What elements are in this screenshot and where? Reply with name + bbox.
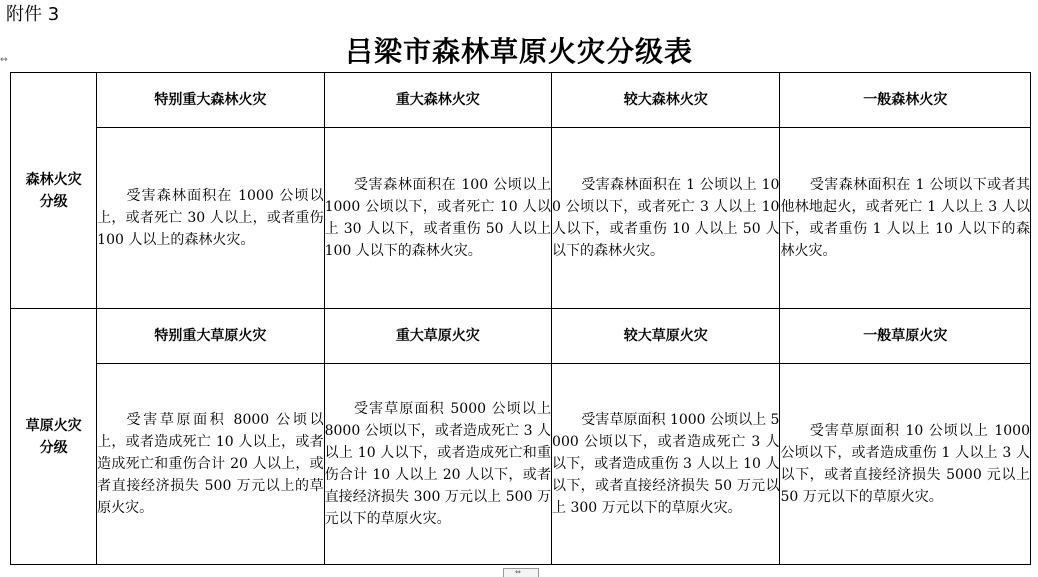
forest-desc-extra-major: 受害森林面积在 1000 公顷以上，或者死亡 30 人以上，或者重伤 100 人以上的森林火灾。 — [97, 128, 324, 309]
forest-desc-larger: 受害森林面积在 1 公顷以上 100 公顷以下，或者死亡 3 人以上 10 人以下，或者重伤 10 人以上 50 人以下的森林火灾。 — [552, 128, 780, 309]
grassland-desc-major: 受害草原面积 5000 公顷以上 8000 公顷以下，或者造成死亡 3 人以上 10 人以下，或者造成死亡和重伤合计 10 人以上 20 人以下，或者直接经济损失 300 万元以上 500 万元以下的草原火灾。 — [324, 364, 551, 565]
forest-header-major: 重大森林火灾 — [324, 73, 551, 128]
attachment-label: 附件 3 — [6, 4, 60, 25]
grassland-header-major: 重大草原火灾 — [324, 309, 551, 364]
forest-side-label-line2: 分级 — [39, 193, 68, 210]
grassland-side-label-line1: 草原火灾 — [25, 417, 82, 434]
grassland-desc-extra-major: 受害草原面积 8000 公顷以上，或者造成死亡 10 人以上，或者造成死亡和重伤合计 20 人以上，或者直接经济损失 500 万元以上的草原火灾。 — [97, 364, 324, 565]
grassland-desc-general: 受害草原面积 10 公顷以上 1000 公顷以下，或者造成重伤 1 人以上 3 人以下，或者直接经济损失 5000 元以上 50 万元以下的草原火灾。 — [780, 364, 1031, 565]
grassland-side-label — [11, 309, 97, 565]
forest-header-row — [11, 73, 1031, 128]
forest-desc-major: 受害森林面积在 100 公顷以上 1000 公顷以下，或者死亡 10 人以上 30 人以下，或者重伤 50 人以上 100 人以下的森林火灾。 — [324, 128, 551, 309]
document-title: 吕梁市森林草原火灾分级表 — [344, 35, 693, 68]
resize-handle-icon: ⇔ — [515, 568, 521, 576]
grassland-header-row — [11, 309, 1031, 364]
forest-side-label-line1: 森林火灾 — [25, 171, 82, 188]
grassland-desc-larger: 受害草原面积 1000 公顷以上 5000 公顷以下，或者造成死亡 3 人以下，或者造成重伤 3 人以上 10 人以下，或者直接经济损失 50 万元以上 300 万元以下的草原火灾。 — [552, 364, 780, 565]
forest-header-general: 一般森林火灾 — [780, 73, 1031, 128]
grassland-description-row — [11, 364, 1031, 565]
forest-header-larger: 较大森林火灾 — [552, 73, 780, 128]
forest-side-label — [11, 73, 97, 309]
grassland-header-extra-major: 特别重大草原火灾 — [97, 309, 324, 364]
grassland-header-general: 一般草原火灾 — [780, 309, 1031, 364]
forest-description-row — [11, 128, 1031, 309]
forest-header-extra-major: 特别重大森林火灾 — [97, 73, 324, 128]
grassland-side-label-line2: 分级 — [39, 439, 68, 456]
table-move-handle-icon[interactable]: ↔ — [0, 55, 8, 65]
fire-classification-table — [10, 72, 1031, 565]
forest-desc-general: 受害森林面积在 1 公顷以下或者其他林地起火，或者死亡 1 人以上 3 人以下，或者重伤 1 人以上 10 人以下的森林火灾。 — [780, 128, 1031, 309]
grassland-header-larger: 较大草原火灾 — [552, 309, 780, 364]
